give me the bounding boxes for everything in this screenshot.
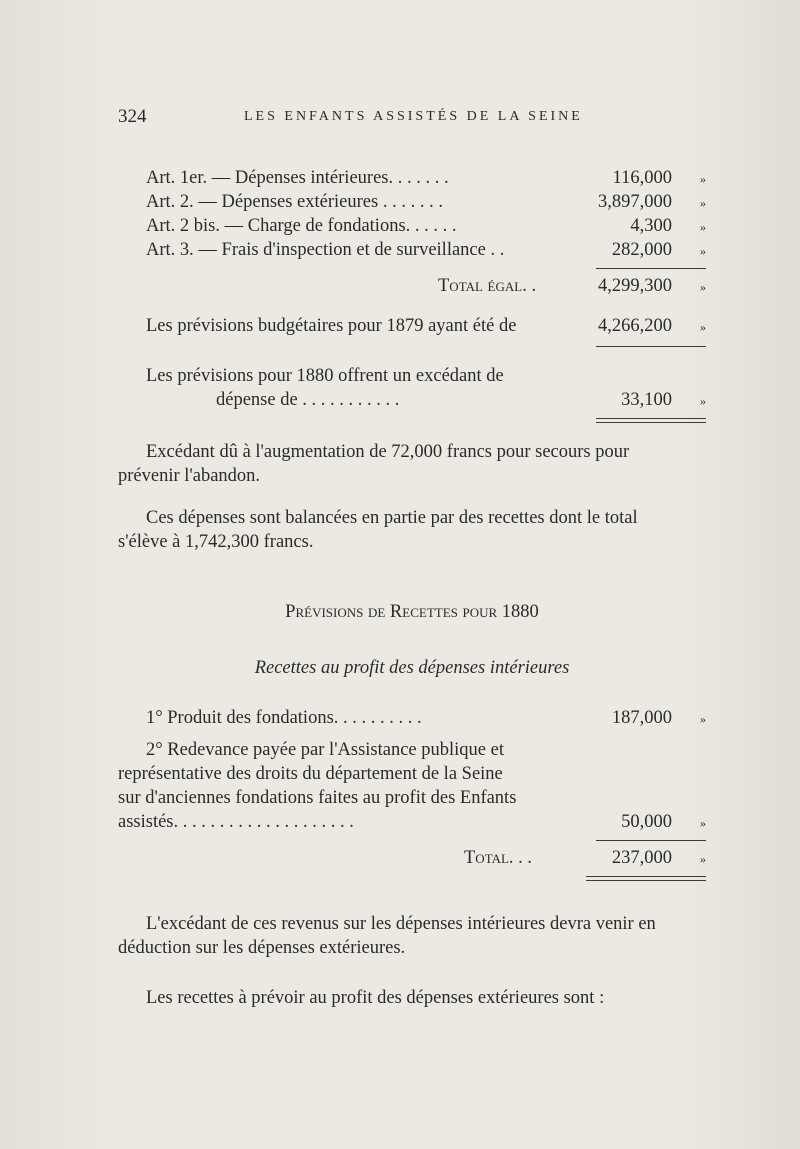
- article-row: [118, 216, 706, 240]
- article-row: [118, 240, 706, 264]
- article-row: [118, 192, 706, 216]
- article-row: [118, 168, 706, 192]
- paragraph-line: L'excédant de ces revenus sur les dépenses intérieures devra venir en: [146, 914, 656, 934]
- article-amount: 116,000 »: [612, 168, 706, 188]
- redevance-row: [118, 812, 706, 836]
- paragraph-line: Excédant dû à l'augmentation de 72,000 francs pour secours pour: [146, 442, 630, 462]
- previsions-1880-row: [118, 366, 706, 390]
- double-rule-bottom: [586, 880, 706, 881]
- article-amount: 4,300 »: [630, 216, 706, 236]
- running-title: LES ENFANTS ASSISTÉS DE LA SEINE: [244, 109, 583, 124]
- redevance-line: assistés. . . . . . . . . . . . . . . . . . . .: [118, 812, 354, 832]
- paragraph-recettes-exterieures: [118, 986, 706, 1010]
- sum-rule: [596, 840, 706, 841]
- article-label: Art. 2 bis. — Charge de fondations. . . . . .: [146, 216, 457, 236]
- paragraph-line: Ces dépenses sont balancées en partie par des recettes dont le total: [146, 508, 638, 528]
- double-rule-bottom: [596, 422, 706, 423]
- redevance-row: [118, 788, 706, 812]
- article-label: Art. 3. — Frais d'inspection et de surveillance . .: [146, 240, 505, 260]
- paragraph-excedant: [118, 440, 706, 488]
- previsions-1880-row: [118, 390, 706, 414]
- redevance-line: 2° Redevance payée par l'Assistance publique et: [146, 740, 504, 760]
- total-amount: 4,299,300 »: [598, 276, 706, 296]
- previsions-1880-line: Les prévisions pour 1880 offrent un excédant de: [146, 366, 504, 386]
- paragraph-depenses: [118, 506, 706, 554]
- total-recettes-label: Total. . .: [464, 848, 533, 868]
- redevance-row: [118, 764, 706, 788]
- subsection-title: Recettes au profit des dépenses intérieures: [254, 658, 570, 678]
- redevance-row: [118, 740, 706, 764]
- recette-label: 1° Produit des fondations. . . . . . . . . .: [146, 708, 422, 728]
- article-amount: 282,000 »: [611, 240, 706, 260]
- article-label: Art. 2. — Dépenses extérieures . . . . . . .: [146, 192, 443, 212]
- total-row: [118, 276, 706, 300]
- recette-amount: 187,000 »: [611, 708, 706, 728]
- recette-row: [118, 708, 706, 732]
- previsions-1880-amount: 33,100 »: [621, 390, 706, 410]
- difference-rule: [596, 346, 706, 347]
- article-label: Art. 1er. — Dépenses intérieures. . . . . . .: [146, 168, 449, 188]
- total-recettes-amount: 237,000 »: [611, 848, 706, 868]
- paragraph-line: prévenir l'abandon.: [118, 466, 261, 486]
- total-recettes-row: [118, 848, 706, 872]
- previsions-1879-amount: 4,266,200 »: [598, 316, 706, 336]
- page-number: 324: [118, 106, 147, 127]
- previsions-1879-label: Les prévisions budgétaires pour 1879 ayant été de: [146, 316, 517, 336]
- article-amount: 3,897,000 »: [598, 192, 706, 212]
- double-rule-top: [586, 876, 706, 877]
- paragraph-line: s'élève à 1,742,300 francs.: [118, 532, 314, 552]
- previsions-1879-row: [118, 316, 706, 340]
- redevance-amount: 50,000 »: [621, 812, 706, 832]
- page-header: [118, 106, 708, 130]
- sum-rule: [596, 268, 706, 269]
- previsions-1880-line: dépense de . . . . . . . . . . .: [216, 390, 400, 410]
- paragraph-line: déduction sur les dépenses extérieures.: [118, 938, 406, 958]
- redevance-line: représentative des droits du département de la Seine: [118, 764, 503, 784]
- redevance-line: sur d'anciennes fondations faites au profit des Enfants: [118, 788, 517, 808]
- paragraph-line: Les recettes à prévoir au profit des dépenses extérieures sont :: [146, 988, 605, 1008]
- double-rule-top: [596, 418, 706, 419]
- section-title: Prévisions de Recettes pour 1880: [285, 602, 539, 622]
- total-label: Total égal. .: [438, 276, 537, 296]
- paragraph-excedant-revenus: [118, 912, 706, 960]
